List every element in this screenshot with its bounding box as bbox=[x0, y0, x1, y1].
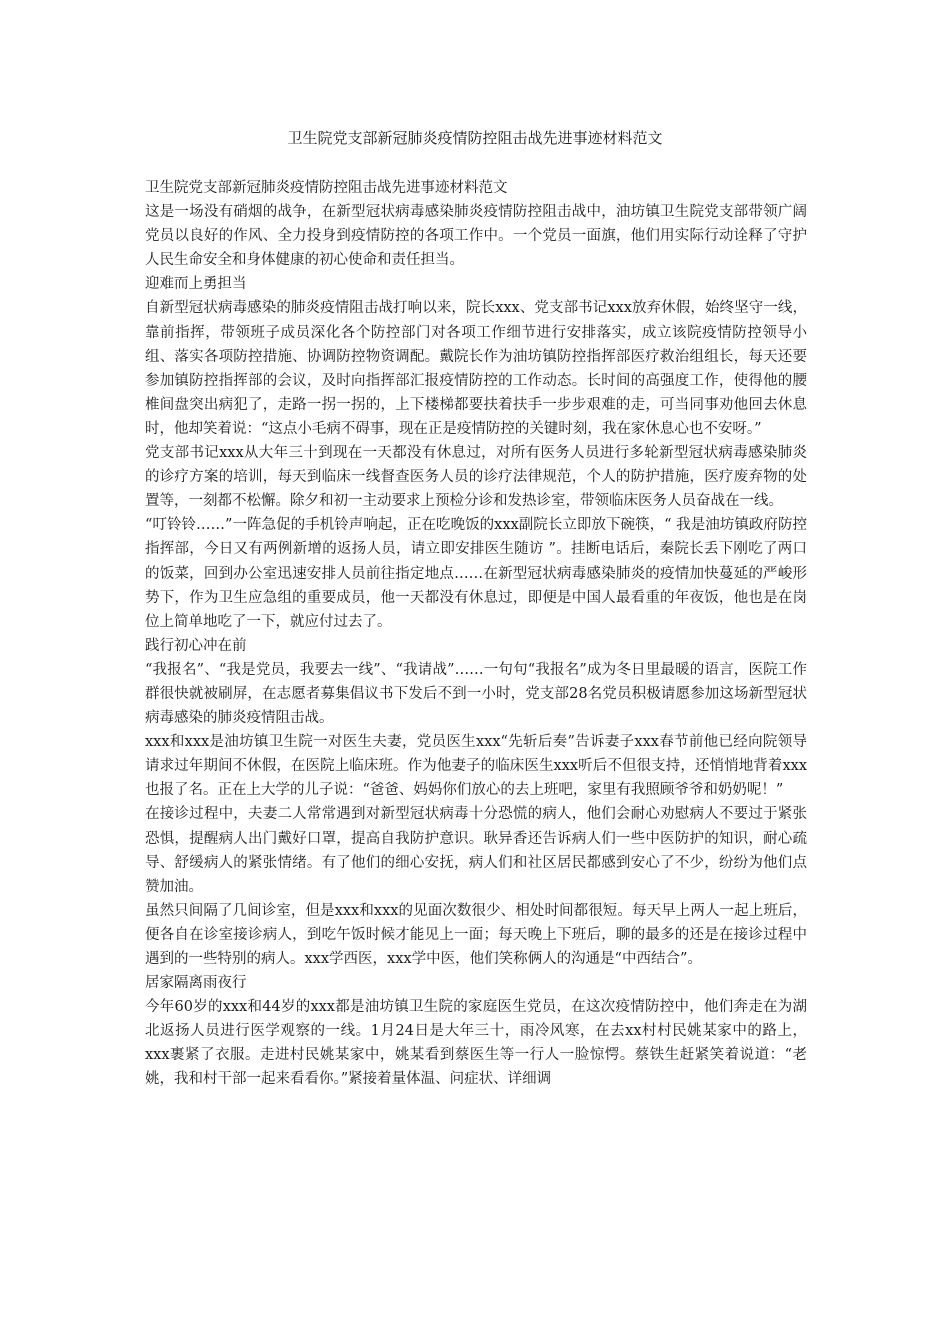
section-heading: 践行初心冲在前 bbox=[145, 637, 247, 654]
paragraph: xxx和xxx是油坊镇卫生院一对医生夫妻，党员医生xxx“先斩后奏”告诉妻子xxx春节前他已经向院领导请求过年期间不休假，在医院上临床班。作为他妻子的临床医生xxx听后不但很支持，还悄悄地背着xxx也报了名。正在上大学的儿子说：“爸爸、妈妈你们放心的去上班吧，家里有我照顾爷爷和奶奶呢！” bbox=[145, 734, 807, 799]
paragraph: 虽然只间隔了几间诊室，但是xxx和xxx的见面次数很少、相处时间都很短。每天早上两人一起上班后，便各自在诊室接诊病人，到吃午饭时候才能见上一面；每天晚上下班后，聊的最多的还是在接诊过程中遇到的一些特别的病人。xxx学西医，xxx学中医，他们笑称俩人的沟通是“中西结合”。 bbox=[145, 902, 807, 967]
body-subtitle: 卫生院党支部新冠肺炎疫情防控阻击战先进事迹材料范文 bbox=[145, 180, 508, 196]
paragraph: 今年60岁的xxx和44岁的xxx都是油坊镇卫生院的家庭医生党员，在这次疫情防控中，他们奔走在为湖北返扬人员进行医学观察的一线。1月24日是大年三十，雨冷风寒，在去xx村村民姚某家中的路上，xxx裹紧了衣服。走进村民姚某家中，姚某看到蔡医生等一行人一脸惊愕。蔡铁生赶紧笑着说道：“老姚，我和村干部一起来看看你。”紧接着量体温、问症状、详细调 bbox=[145, 999, 807, 1088]
paragraph: “叮铃铃……”一阵急促的手机铃声响起，正在吃晚饭的xxx副院长立即放下碗筷，“ 我是油坊镇政府防控指挥部，今日又有两例新增的返扬人员，请立即安排医生随访 ”。挂断电话后，秦院长丢下刚吃了两口的饭菜，回到办公室迅速安排人员前往指定地点……在新型冠状病毒感染肺炎的疫情加快蔓延的严峻形势下，作为卫生应急组的重要成员，他一天都没有休息过，即便是中国人最看重的年夜饭，他也是在岗位上简单地吃了一下，就应付过去了。 bbox=[145, 517, 807, 630]
paragraph: 在接诊过程中，夫妻二人常常遇到对新型冠状病毒十分恐慌的病人，他们会耐心劝慰病人不要过于紧张恐惧，提醒病人出门戴好口罩，提高自我防护意识。耿异香还告诉病人们一些中医防护的知识，耐心疏导、舒缓病人的紧张情绪。有了他们的细心安抚，病人们和社区居民都感到安心了不少，纷纷为他们点赞加油。 bbox=[145, 806, 807, 895]
paragraph: 党支部书记xxx从大年三十到现在一天都没有休息过，对所有医务人员进行多轮新型冠状病毒感染肺炎的诊疗方案的培训，每天到临床一线督查医务人员的诊疗法律规范，个人的防护措施，医疗废弃物的处置等，一刻都不松懈。除夕和初一主动要求上预检分诊和发热诊室，带领临床医务人员奋战在一线。 bbox=[145, 445, 807, 510]
paragraph: 自新型冠状病毒感染的肺炎疫情阻击战打响以来，院长xxx、党支部书记xxx放弃休假，始终坚守一线，靠前指挥，带领班子成员深化各个防控部门对各项工作细节进行安排落实，成立该院疫情防控领导小组、落实各项防控措施、协调防控物资调配。戴院长作为油坊镇防控指挥部医疗救治组组长，每天还要参加镇防控指挥部的会议，及时向指挥部汇报疫情防控的工作动态。长时间的高强度工作，使得他的腰椎间盘突出病犯了，走路一拐一拐的，上下楼梯都要扶着扶手一步步艰难的走，可当同事劝他回去休息时，他却笑着说：“这点小毛病不碍事，现在正是疫情防控的关键时刻，我在家休息心也不安呀。” bbox=[145, 300, 807, 437]
paragraph: “我报名”、“我是党员，我要去一线”、“我请战”……一句句“我报名”成为冬日里最暖的语言，医院工作群很快就被刷屏，在志愿者募集倡议书下发后不到一小时，党支部28名党员积极请愿参加这场新型冠状病毒感染的肺炎疫情阻击战。 bbox=[145, 661, 807, 727]
document-body bbox=[145, 176, 807, 1092]
paragraph: 这是一场没有硝烟的战争，在新型冠状病毒感染肺炎疫情防控阻击战中，油坊镇卫生院党支部带领广阔党员以良好的作风、全力投身到疫情防控的各项工作中。一个党员一面旗，他们用实际行动诠释了守护人民生命安全和身体健康的初心使命和责任担当。 bbox=[145, 204, 807, 269]
section-heading: 居家隔离雨夜行 bbox=[145, 975, 247, 992]
section-heading: 迎难而上勇担当 bbox=[145, 276, 247, 293]
document-title: 卫生院党支部新冠肺炎疫情防控阻击战先进事迹材料范文 bbox=[287, 129, 663, 147]
